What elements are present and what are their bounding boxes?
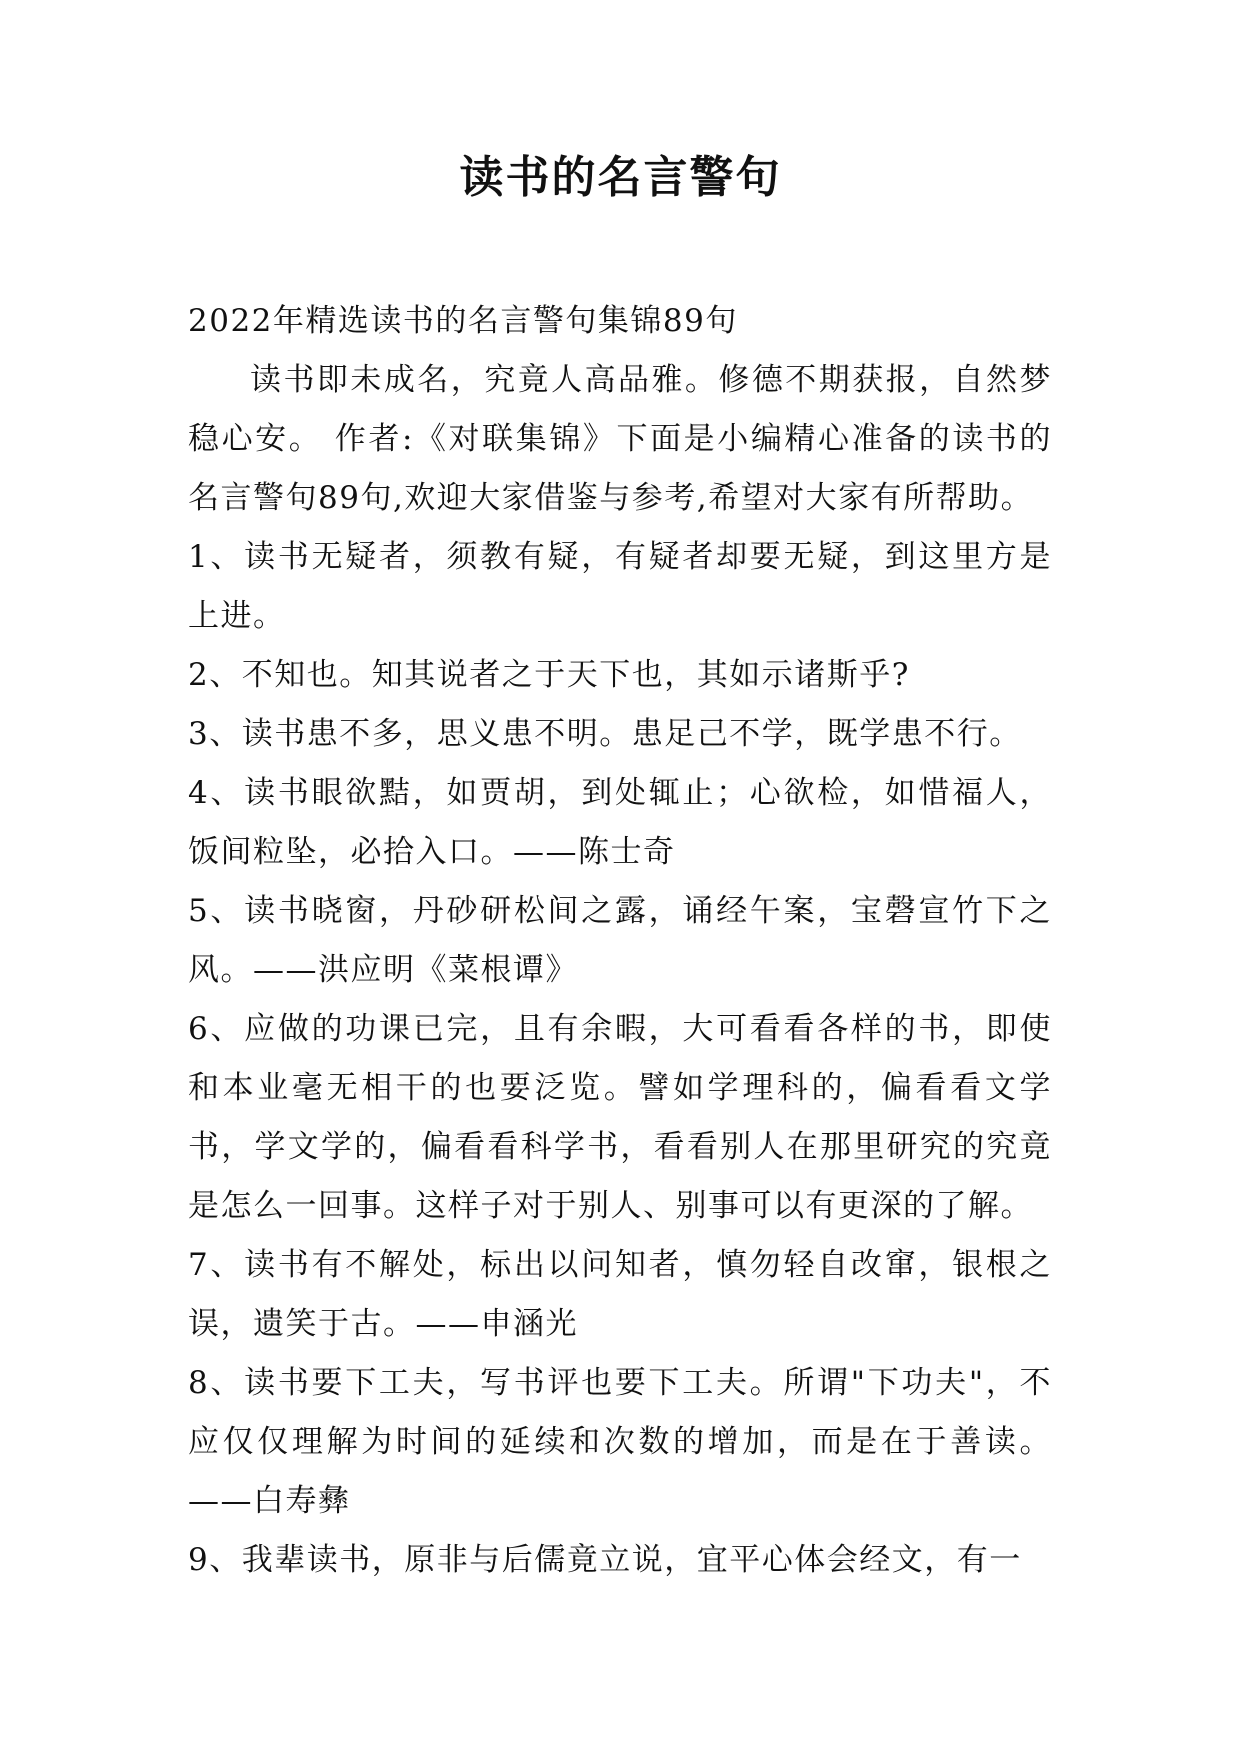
quote-item-6: 6、应做的功课已完，且有余暇，大可看看各样的书，即使和本业毫无相干的也要泛览。譬如学理科的，偏看看文学书，学文学的，偏看看科学书，看看别人在那里研究的究竟是怎么一回事。这样子对于别人、别事可以有更深的了解。 bbox=[188, 1011, 1052, 1224]
quote-item-9: 9、我辈读书，原非与后儒竟立说，宜平心体会经文，有一 bbox=[188, 1542, 1022, 1578]
quote-item-3: 3、读书患不多，思义患不明。患足己不学，既学患不行。 bbox=[188, 716, 1022, 752]
quote-item-7: 7、读书有不解处，标出以问知者，慎勿轻自改窜，银根之误，遗笑于古。——申涵光 bbox=[188, 1247, 1052, 1342]
quote-item-8: 8、读书要下工夫，写书评也要下工夫。所谓"下功夫"，不应仅仅理解为时间的延续和次数的增加，而是在于善读。——白寿彝 bbox=[188, 1365, 1052, 1519]
subtitle-paragraph: 2022年精选读书的名言警句集锦89句 bbox=[188, 303, 738, 339]
quote-item-5: 5、读书晓窗，丹砂研松间之露，诵经午案，宝磬宣竹下之风。——洪应明《菜根谭》 bbox=[188, 893, 1052, 988]
intro-paragraph: 读书即未成名，究竟人高品雅。修德不期获报，自然梦稳心安。 作者:《对联集锦》下面是小编精心准备的读书的名言警句89句,欢迎大家借鉴与参考,希望对大家有所帮助。 bbox=[188, 362, 1052, 516]
document-title: 读书的名言警句 bbox=[459, 152, 782, 203]
quote-item-4: 4、读书眼欲黠，如贾胡，到处辄止；心欲检，如惜福人，饭间粒坠，必拾入口。——陈士奇 bbox=[188, 775, 1052, 870]
quote-item-2: 2、不知也。知其说者之于天下也，其如示诸斯乎? bbox=[188, 657, 910, 693]
quote-item-1: 1、读书无疑者，须教有疑，有疑者却要无疑，到这里方是上进。 bbox=[188, 539, 1052, 634]
document-body bbox=[188, 292, 1052, 1590]
